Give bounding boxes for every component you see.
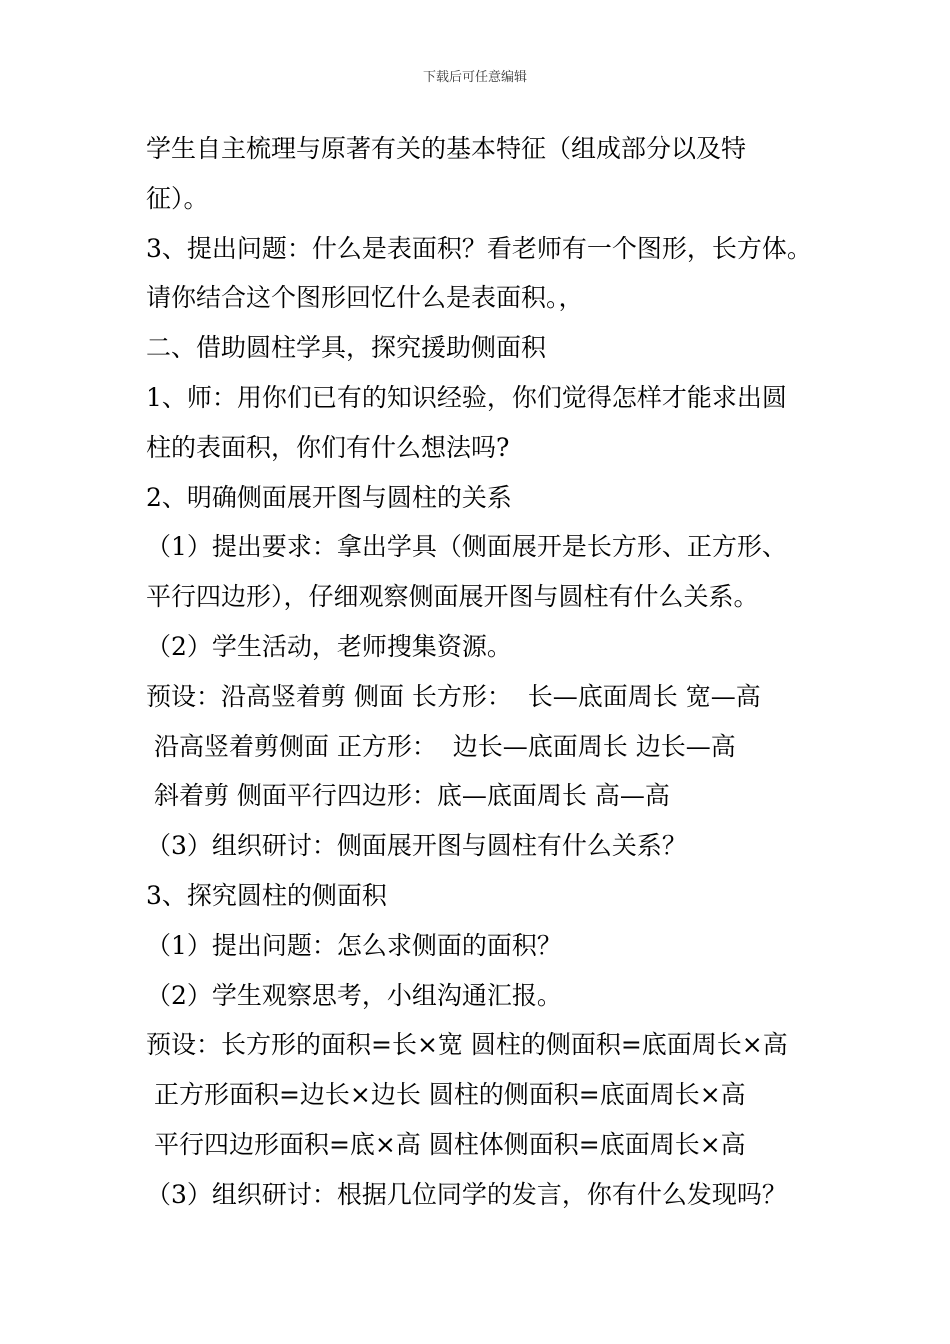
text-line: 预设：沿高竖着剪 侧面 长方形： 长—底面周长 宽—高	[146, 681, 761, 711]
text-line: 平行四边形），仔细观察侧面展开图与圆柱有什么关系。	[146, 582, 759, 612]
text-line: 征）。	[146, 183, 209, 213]
text-line: （2）学生观察思考，小组沟通汇报。	[146, 980, 562, 1010]
text-line: 3、提出问题：什么是表面积？看老师有一个图形，长方体。	[146, 233, 812, 263]
text-line: 沿高竖着剪侧面 正方形： 边长—底面周长 边长—高	[146, 731, 736, 761]
text-line: 平行四边形面积=底×高 圆柱体侧面积=底面周长×高	[146, 1129, 746, 1159]
text-line: 2、明确侧面展开图与圆柱的关系	[146, 482, 512, 512]
text-line: 斜着剪 侧面平行四边形：底—底面周长 高—高	[146, 781, 670, 811]
page-header: 下载后可任意编辑	[422, 70, 527, 85]
text-line: 3、探究圆柱的侧面积	[146, 880, 387, 910]
document-body	[146, 124, 826, 1220]
section-heading: 二、借助圆柱学具，探究援助侧面积	[146, 333, 547, 363]
text-line: （1）提出要求：拿出学具（侧面展开是长方形、正方形、	[146, 532, 787, 562]
text-line: 学生自主梳理与原著有关的基本特征（组成部分以及特	[146, 134, 747, 163]
text-line: （2）学生活动，老师搜集资源。	[146, 631, 512, 661]
text-line: 预设：长方形的面积=长×宽 圆柱的侧面积=底面周长×高	[146, 1030, 788, 1060]
text-line: 1、师：用你们已有的知识经验，你们觉得怎样才能求出圆	[146, 382, 787, 412]
text-line: 请你结合这个图形回忆什么是表面积。，	[146, 283, 584, 313]
text-line: （3）组织研讨：根据几位同学的发言，你有什么发现吗？	[146, 1179, 787, 1209]
text-line: 柱的表面积，你们有什么想法吗?	[146, 432, 510, 462]
text-line: （3）组织研讨：侧面展开图与圆柱有什么关系？	[146, 831, 687, 861]
text-line: （1）提出问题：怎么求侧面的面积？	[146, 930, 562, 960]
text-line: 正方形面积=边长×边长 圆柱的侧面积=底面周长×高	[146, 1080, 746, 1110]
